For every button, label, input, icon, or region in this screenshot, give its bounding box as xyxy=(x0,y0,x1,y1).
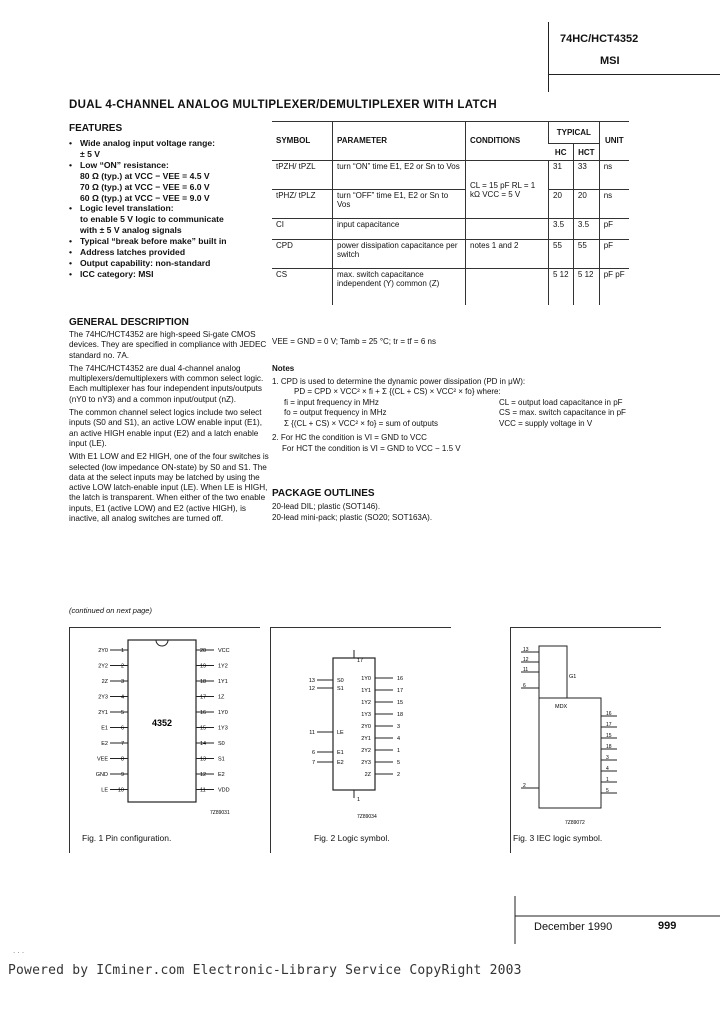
cell-hc: 3.5 xyxy=(549,219,574,240)
figure-caption: Fig. 2 Logic symbol. xyxy=(314,833,390,843)
feature-sub: 70 Ω (typ.) at VCC − VEE = 6.0 V xyxy=(80,181,210,192)
cell-symbol: CPD xyxy=(272,240,333,269)
output-label: 2Y1 xyxy=(361,736,371,742)
pin-number-right: 18 xyxy=(200,679,207,685)
features-list xyxy=(69,138,265,280)
pin-label-right: VDD xyxy=(218,787,230,794)
watermark-text: Powered by ICminer.com Electronic-Library Service CopyRight 2003 xyxy=(8,963,522,978)
cell-conditions xyxy=(466,219,549,240)
figure-code: 7Z89072 xyxy=(565,820,585,826)
cell-conditions-shared: CL = 15 pF RL = 1 kΩ VCC = 5 V xyxy=(466,161,549,219)
feature-sub: 80 Ω (typ.) at VCC − VEE = 4.5 V xyxy=(80,170,210,181)
cell-hc: 55 xyxy=(549,240,574,269)
output-label: 2Z xyxy=(364,772,371,778)
pin-label-left: 2Y3 xyxy=(98,694,108,701)
table-row xyxy=(272,269,629,306)
feature-item: • ICC category: MSI xyxy=(69,269,265,280)
output-label: 2Y3 xyxy=(361,760,371,766)
features-heading: FEATURES xyxy=(69,123,123,134)
scan-marks: . . . xyxy=(13,946,25,955)
input-label: LE xyxy=(337,730,344,736)
output-pin-number: 2 xyxy=(397,772,401,778)
note-def: fi = input frequency in MHz xyxy=(284,397,379,407)
table-row xyxy=(272,190,629,219)
cell-hct: 5 12 xyxy=(573,269,599,306)
cell-symbol: tPZH/ tPZL xyxy=(272,161,333,190)
feature-sub: 60 Ω (typ.) at VCC − VEE = 9.0 V xyxy=(80,192,210,203)
pin-label-left: 2Y0 xyxy=(98,648,108,654)
pin-number-right: 13 xyxy=(200,756,207,763)
pin-label-left: 2Z xyxy=(101,679,108,685)
cell-conditions xyxy=(466,269,549,306)
description-paragraph: The common channel select logics include two select inputs (S0 and S1), an active LOW enable input (E1), an active HIGH enable input (E2) and a latch enable input (LE). xyxy=(69,408,262,448)
output-pin-number: 15 xyxy=(397,700,404,706)
pin-label-left: VEE xyxy=(96,756,108,763)
input-label: E2 xyxy=(337,760,344,766)
cell-parameter: max. switch capacitance independent (Y) common (Z) xyxy=(333,269,466,306)
header-rule-horizontal xyxy=(548,74,720,75)
pin-label-right: 1Y0 xyxy=(218,710,228,716)
cell-parameter: turn “OFF” time E1, E2 or Sn to Vos xyxy=(333,190,466,219)
cell-unit: pF xyxy=(599,240,629,269)
footer-date: December 1990 xyxy=(534,921,613,933)
part-number: 74HC/HCT4352 xyxy=(560,33,639,45)
figure-caption: Fig. 3 IEC logic symbol. xyxy=(513,833,603,843)
feature-sub: to enable 5 V logic to communicate xyxy=(80,214,224,225)
output-pin-number: 16 xyxy=(397,676,404,682)
pin-label-right: 1Y2 xyxy=(218,663,228,670)
output-pin-number: 1 xyxy=(397,748,401,754)
cell-conditions: notes 1 and 2 xyxy=(466,240,549,269)
note-1: 1. CPD is used to determine the dynamic power dissipation (PD in μW): xyxy=(272,376,526,386)
pin-number-right: 20 xyxy=(200,648,207,654)
feature-sub: ± 5 V xyxy=(80,148,101,159)
pin-number-left: 9 xyxy=(120,772,124,778)
pin-number-left: 8 xyxy=(120,756,124,763)
logic-diagram xyxy=(271,628,451,828)
pin-label-right: E2 xyxy=(218,772,225,778)
pin-number-left: 10 xyxy=(117,787,124,794)
description-paragraph: The 74HC/HCT4352 are high-speed Si-gate CMOS devices. They are specified in compliance with JEDEC standard no. 7A. xyxy=(69,330,267,360)
output-label: 1Y1 xyxy=(361,688,371,694)
pin-label-right: 1Z xyxy=(218,694,225,701)
cell-hct: 33 xyxy=(573,161,599,190)
cell-unit: pF pF xyxy=(599,269,629,306)
chip-label: 4352 xyxy=(151,718,173,728)
note-def: Σ {(CL + CS) × VCC² × fo} = sum of outputs xyxy=(284,418,439,428)
cell-hct: 3.5 xyxy=(573,219,599,240)
cell-symbol: CS xyxy=(272,269,333,306)
feature-item: • Output capability: non-standard xyxy=(69,258,265,269)
table-row xyxy=(272,219,629,240)
input-pin-number: 13 xyxy=(308,678,315,684)
pin-number-right: 17 xyxy=(200,694,207,701)
cell-hct: 55 xyxy=(573,240,599,269)
general-description xyxy=(69,330,269,527)
continued-note: (continued on next page) xyxy=(69,606,152,615)
pin-number-left: 3 xyxy=(120,679,124,685)
col-conditions: CONDITIONS xyxy=(466,121,549,161)
pin-label-right: S0 xyxy=(218,741,225,747)
feature-item: • Low “ON” resistance: xyxy=(69,160,265,171)
pin-number-left: 6 xyxy=(120,725,124,732)
cell-hc: 20 xyxy=(549,190,574,219)
col-hct: HCT xyxy=(573,144,599,161)
iec-diagram xyxy=(511,628,661,828)
input-label: S1 xyxy=(337,686,344,692)
figure-pin-configuration xyxy=(69,627,260,853)
iec-label: MDX xyxy=(555,704,568,710)
iec-output-number: 17 xyxy=(606,722,612,728)
pin-number-right: 15 xyxy=(200,725,207,732)
table-row xyxy=(272,161,629,190)
pin-label-right: 1Y3 xyxy=(218,725,228,732)
cell-hct: 20 xyxy=(573,190,599,219)
pin-label-left: 2Y1 xyxy=(98,710,108,716)
package-list xyxy=(272,502,432,523)
table-footnote: VEE = GND = 0 V; Tamb = 25 °C; tr = tf = 6 ns xyxy=(272,337,436,346)
pin-label-left: E1 xyxy=(101,725,108,732)
note-formula: PD = CPD × VCC² × fi + Σ {(CL + CS) × VCC² × fo} where: xyxy=(294,387,501,396)
note-def: fo = output frequency in MHz xyxy=(284,408,387,417)
figure-iec-logic-symbol xyxy=(510,627,661,853)
figure-caption: Fig. 1 Pin configuration. xyxy=(82,833,172,843)
general-description-heading: GENERAL DESCRIPTION xyxy=(69,317,189,328)
output-label: 2Y0 xyxy=(361,724,371,730)
note-def: CS = max. switch capacitance in pF xyxy=(499,408,626,417)
output-label: 2Y2 xyxy=(361,748,371,754)
iec-output-number: 4 xyxy=(606,766,609,772)
feature-sub: with ± 5 V analog signals xyxy=(80,225,182,236)
header-rule-vertical xyxy=(548,22,549,92)
iec-output-number: 15 xyxy=(606,733,612,739)
pin-number-right: 16 xyxy=(200,710,207,716)
pin-number-right: 12 xyxy=(200,772,207,778)
note-2a: 2. For HC the condition is VI = GND to VCC xyxy=(272,433,427,442)
category-label: MSI xyxy=(600,55,620,67)
figure-logic-symbol xyxy=(270,627,451,853)
cell-parameter: input capacitance xyxy=(333,219,466,240)
description-paragraph: The 74HC/HCT4352 are dual 4-channel analog multiplexers/demultiplexers with common select logic. Each multiplexer has four independent inputs/outputs (nY0 to nY3) and a common input/output (nZ). xyxy=(69,363,264,404)
col-typical: TYPICAL xyxy=(549,121,600,144)
output-pin-number: 5 xyxy=(397,760,401,766)
feature-item: • Logic level translation: xyxy=(69,203,265,214)
cell-unit: ns xyxy=(599,161,629,190)
output-label: 1Y3 xyxy=(361,712,371,718)
col-symbol: SYMBOL xyxy=(272,121,333,161)
pin-label-left: E2 xyxy=(101,741,108,747)
notes-heading: Notes xyxy=(272,364,295,373)
iec-input-number: 13 xyxy=(523,647,529,653)
figure-code: 7Z89031 xyxy=(210,810,230,816)
pin-number-right: 11 xyxy=(200,787,206,794)
output-pin-number: 4 xyxy=(397,736,401,742)
input-pin-number: 6 xyxy=(311,750,315,756)
pin-number-right: 14 xyxy=(200,741,207,747)
cell-symbol: CI xyxy=(272,219,333,240)
iec-output-number: 5 xyxy=(606,788,609,794)
cell-unit: pF xyxy=(599,219,629,240)
input-pin-number: 7 xyxy=(311,760,315,766)
iec-output-number: 3 xyxy=(606,755,609,761)
iec-input-number: 12 xyxy=(523,657,529,663)
input-pin-number: 11 xyxy=(309,730,315,736)
output-pin-number: 17 xyxy=(397,688,404,694)
characteristics-table xyxy=(272,121,629,305)
feature-item: • Address latches provided xyxy=(69,247,265,258)
pin-label-left: GND xyxy=(95,772,108,778)
page-number: 999 xyxy=(658,920,677,932)
package-line: 20-lead DIL; plastic (SOT146). xyxy=(272,502,381,511)
pin-label-left: 2Y2 xyxy=(98,663,108,670)
output-pin-number: 18 xyxy=(397,712,404,718)
pin-number-left: 4 xyxy=(120,694,124,701)
pin-diagram xyxy=(70,628,260,828)
cell-unit: ns xyxy=(599,190,629,219)
feature-item: • Typical “break before make” built in xyxy=(69,236,265,247)
input-label: S0 xyxy=(337,678,344,684)
note-def: CL = output load capacitance in pF xyxy=(499,397,623,407)
iec-output-number: 18 xyxy=(606,744,612,750)
input-pin-number: 12 xyxy=(308,686,315,692)
iec-common-number: 2 xyxy=(523,783,526,789)
cell-parameter: turn “ON” time E1, E2 or Sn to Vos xyxy=(333,161,466,190)
package-heading: PACKAGE OUTLINES xyxy=(272,488,375,499)
pin-label-left: LE xyxy=(101,787,108,794)
pin-number-left: 7 xyxy=(120,741,124,747)
pin-number-right: 19 xyxy=(200,663,207,670)
iec-input-number: 11 xyxy=(523,667,529,673)
pin-label-right: 1Y1 xyxy=(218,679,228,685)
cell-hc: 5 12 xyxy=(549,269,574,306)
cell-parameter: power dissipation capacitance per switch xyxy=(333,240,466,269)
pin-number-left: 5 xyxy=(120,710,124,716)
pin-label-right: VCC xyxy=(218,648,230,654)
col-unit: UNIT xyxy=(599,121,629,161)
pin-number-left: 1 xyxy=(120,648,124,654)
iec-output-number: 16 xyxy=(606,711,612,717)
note-def: VCC = supply voltage in V xyxy=(499,418,593,428)
col-parameter: PARAMETER xyxy=(333,121,466,161)
output-label: 1Y0 xyxy=(361,676,371,682)
pin-number: 17 xyxy=(357,658,364,664)
note-2b: For HCT the condition is VI = GND to VCC − 1.5 V xyxy=(282,443,461,453)
iec-input-number: 6 xyxy=(523,683,526,689)
figure-code: 7Z89034 xyxy=(357,814,377,820)
package-line: 20-lead mini-pack; plastic (SO20; SOT163A). xyxy=(272,512,433,522)
iec-label: G1 xyxy=(569,674,577,680)
pin-number-left: 2 xyxy=(120,663,124,670)
description-paragraph: With E1 LOW and E2 HIGH, one of the four switches is selected (low impedance ON-state) by S0 and S1. The data at the select inputs may be latched by using the active LOW latch-enable input (LE). When LE is HIGH, the latch is transparent. When either of the two enable inputs, E1 (active LOW) and E2 (active HIGH), is inactive, all analog switches are turned off. xyxy=(69,452,269,524)
input-label: E1 xyxy=(337,750,344,756)
col-hc: HC xyxy=(549,144,574,161)
pin-number: 1 xyxy=(357,797,361,803)
output-label: 1Y2 xyxy=(361,700,371,706)
pin-label-right: S1 xyxy=(218,756,225,763)
table-row xyxy=(272,240,629,269)
cell-symbol: tPHZ/ tPLZ xyxy=(272,190,333,219)
output-pin-number: 3 xyxy=(397,724,401,730)
notes xyxy=(272,364,652,454)
cell-hc: 31 xyxy=(549,161,574,190)
document-title: DUAL 4-CHANNEL ANALOG MULTIPLEXER/DEMULTIPLEXER WITH LATCH xyxy=(69,99,497,111)
feature-item: • Wide analog input voltage range: xyxy=(69,138,265,149)
iec-output-number: 1 xyxy=(606,777,609,783)
